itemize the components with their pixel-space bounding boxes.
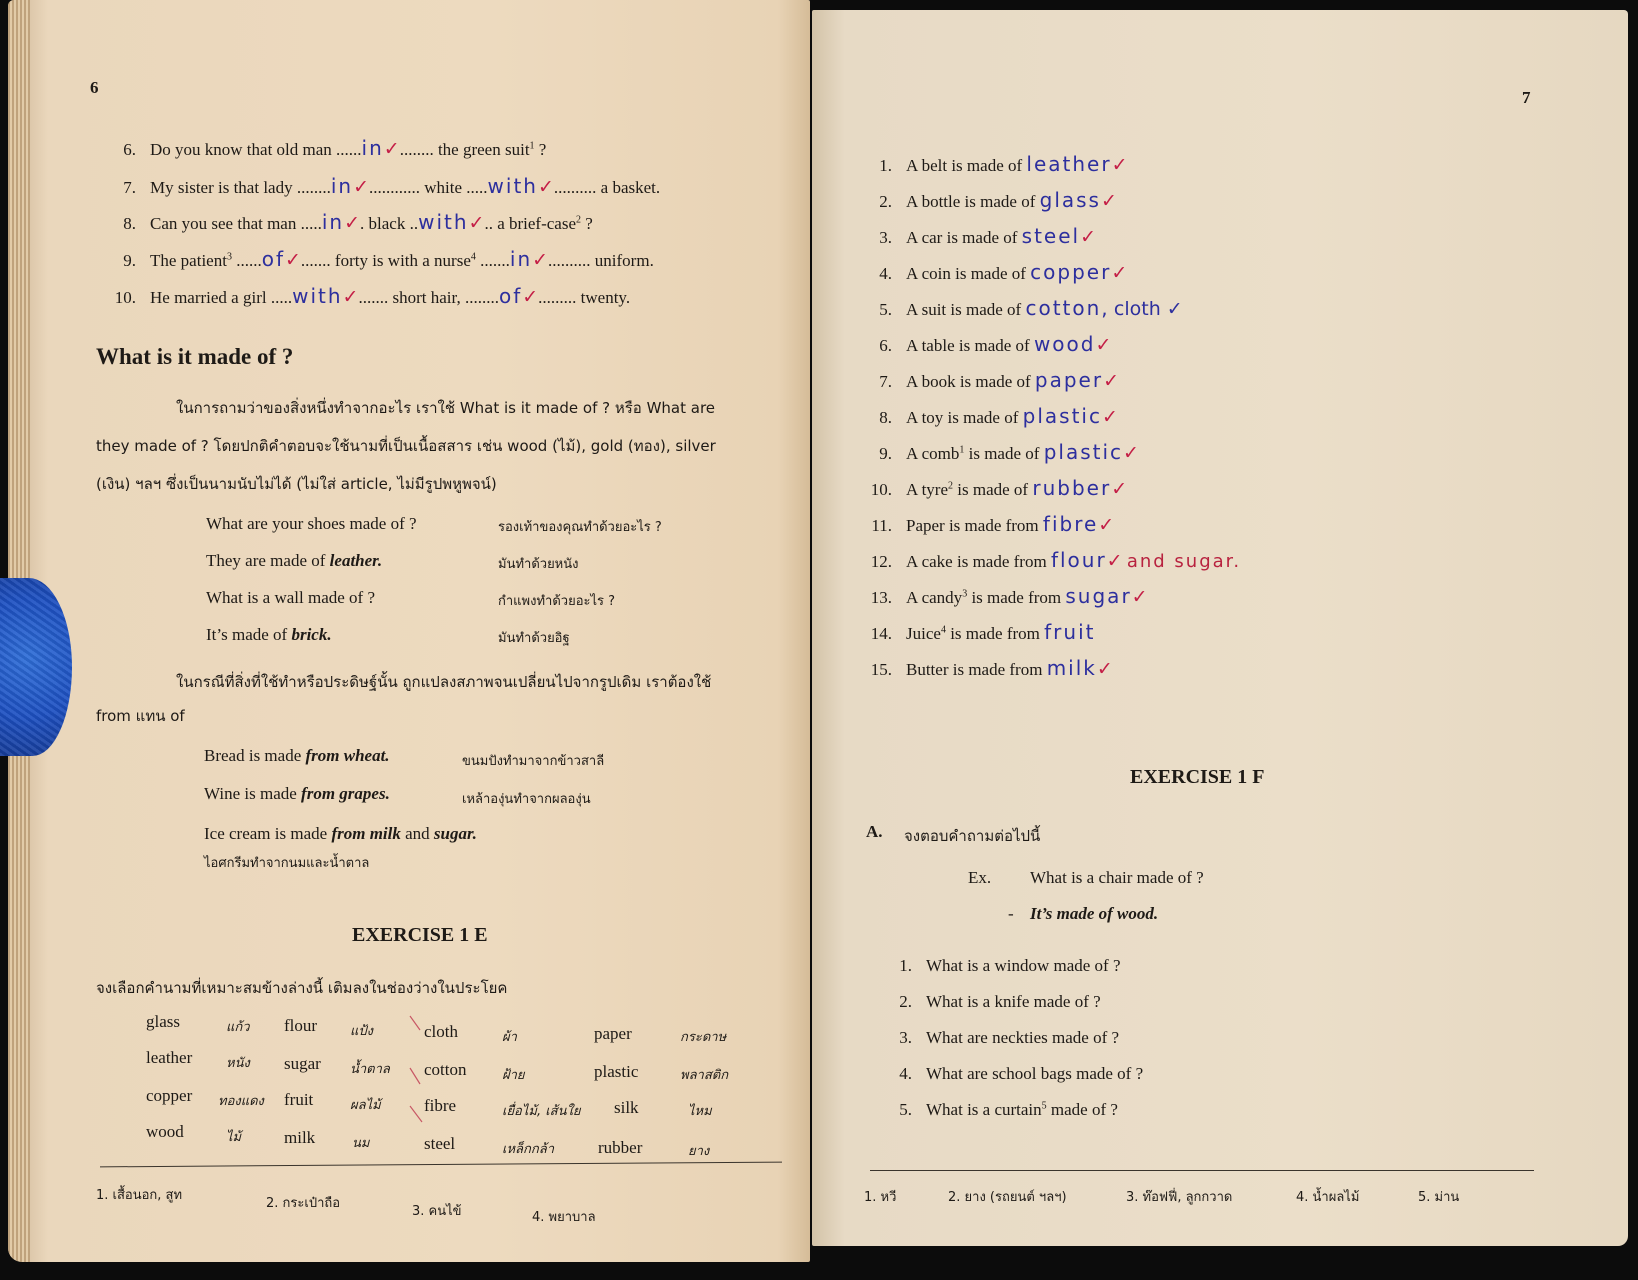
exercise-item: 15. Butter is made from milk✓ [870, 656, 1113, 680]
vocab-word: sugar [284, 1054, 321, 1073]
exercise-title: EXERCISE 1 E [352, 924, 488, 946]
part-instruction: จงตอบคำถามต่อไปนี้ [904, 827, 1041, 845]
example-th: มันทำด้วยหนัง [498, 557, 579, 572]
vocab-word: leather [146, 1048, 193, 1067]
footnote: 4. พยาบาล [532, 1210, 596, 1225]
footnote-rule [870, 1170, 1534, 1171]
example-en: What are your shoes made of ? [206, 514, 417, 533]
exercise-item: 4. A coin is made of copper✓ [879, 260, 1128, 284]
check-mark-icon: ✓ [1096, 658, 1113, 680]
example-question: What is a chair made of ? [1030, 868, 1204, 887]
exercise-item: 1. A belt is made of leather✓ [879, 152, 1128, 176]
question-item: 5. What is a curtain$^5$ made of ? [899, 1100, 1118, 1119]
exercise-item: 7. A book is made of paper✓ [879, 368, 1120, 392]
vocab-thai: น้ำตาล [350, 1062, 390, 1077]
footnote: 2. ยาง (รถยนต์ ฯลฯ) [948, 1190, 1067, 1205]
vocab-word: flour [284, 1016, 318, 1035]
vocab-thai: ไม้ [226, 1130, 242, 1145]
page-number: 6 [90, 78, 99, 97]
vocab-thai: แก้ว [226, 1020, 250, 1035]
vocab-word: steel [424, 1134, 456, 1153]
handwritten-answer: rubber [1032, 476, 1112, 500]
exercise-item: 9. A comb$^1$ is made of plastic✓ [879, 440, 1139, 464]
check-mark-icon: ✓ [1103, 370, 1120, 392]
vocab-word: fibre [424, 1096, 457, 1115]
vocab-thai: เหล็กกล้า [502, 1142, 554, 1157]
exercise-item: 9. The patient$^3$ ......of✓....... forty is with a nurse$^4$ .......in✓.......... uniform. [123, 247, 654, 271]
vocab-thai: กระดาษ [680, 1030, 727, 1045]
check-mark-icon: ✓ [1095, 334, 1112, 356]
question-item: 4. What are school bags made of ? [899, 1064, 1144, 1083]
example-en: What is a wall made of ? [206, 588, 375, 607]
handwritten-answer: sugar [1065, 584, 1132, 608]
handwritten-answer: flour [1050, 548, 1107, 572]
right-page [812, 10, 1628, 1246]
vocab-word: cotton [424, 1060, 467, 1079]
handwritten-answer: paper [1034, 368, 1104, 392]
example-th: ขนมปังทำมาจากข้าวสาลี [462, 754, 605, 769]
exercise-item: 7. My sister is that lady ........in✓............ white .....with✓.......... a basket. [123, 174, 661, 198]
vocab-thai: เยื่อไม้, เส้นใย [502, 1104, 581, 1119]
vocab-thai: ฝ้าย [502, 1068, 525, 1083]
exercise-item: 6. Do you know that old man ......in✓........ the green suit$^1$ ? [123, 136, 547, 160]
vocab-word: wood [146, 1122, 184, 1141]
pencil-strike-marks [408, 1012, 438, 1132]
vocab-word: cloth [424, 1022, 458, 1041]
exercise-item: 3. A car is made of steel✓ [879, 224, 1097, 248]
check-mark-icon: ✓ [1100, 190, 1117, 212]
vocab-word: silk [614, 1098, 639, 1117]
question-item: 1. What is a window made of ? [899, 956, 1121, 975]
handwritten-answer: of [498, 284, 523, 308]
example-label: Ex. [968, 868, 992, 887]
footnote: 2. กระเป๋าถือ [266, 1196, 341, 1211]
exercise-item: 8. Can you see that man .....in✓. black ..with✓.. a brief-case$^2$ ? [123, 210, 593, 234]
vocab-word: plastic [594, 1062, 639, 1081]
example-th: เหล้าองุ่นทำจากผลองุ่น [462, 792, 591, 807]
vocab-word: glass [146, 1012, 180, 1031]
footnote: 3. ท๊อฟฟี่, ลูกกวาด [1126, 1190, 1233, 1205]
exercise-item: 8. A toy is made of plastic✓ [879, 404, 1118, 428]
handwritten-answer: with [418, 210, 469, 234]
vocab-thai: ผลไม้ [350, 1098, 381, 1113]
handwritten-answer: leather [1026, 152, 1112, 176]
vocab-thai: นม [352, 1136, 370, 1151]
handwritten-answer: plastic [1043, 440, 1124, 464]
handwritten-answer: in [321, 210, 345, 234]
example-th: มันทำด้วยอิฐ [498, 631, 570, 646]
example-th: กำแพงทำด้วยอะไร ? [498, 594, 616, 609]
from-text: ในกรณีที่สิ่งที่ใช้ทำหรือประดิษฐ์นั้น ถูกแปลงสภาพจนเปลี่ยนไปจากรูปเดิม เราต้องใช้ [176, 673, 712, 691]
example-en: It’s made of brick. [206, 625, 332, 644]
vocab-thai: พลาสติก [680, 1068, 729, 1083]
check-mark-icon: ✓ [1101, 406, 1118, 428]
exercise-item: 13. A candy$^3$ is made from sugar✓ [870, 584, 1148, 608]
vocab-word: copper [146, 1086, 193, 1105]
check-mark-icon: ✓ [284, 249, 301, 271]
handwritten-answer: steel [1021, 224, 1081, 248]
vocab-thai: แป้ง [350, 1024, 373, 1039]
check-mark-icon: ✓ [537, 176, 554, 198]
vocab-thai: ผ้า [502, 1030, 517, 1045]
check-mark-icon: ✓ [1111, 262, 1128, 284]
exercise-item: 5. A suit is made of cotton, cloth ✓ [879, 296, 1183, 320]
intro-text: they made of ? โดยปกติคำตอบจะใช้นามที่เป็นเนื้อสสาร เช่น wood (ไม้), gold (ทอง), silver [96, 437, 716, 455]
example-th: ไอศกรีมทำจากนมและน้ำตาล [204, 856, 370, 871]
handwritten-answer: fruit [1044, 620, 1096, 644]
vocab-thai: หนัง [226, 1056, 250, 1071]
check-mark-icon: ✓ [383, 138, 400, 160]
check-mark-icon: ✓ [1106, 550, 1123, 572]
vocab-word: milk [284, 1128, 316, 1147]
check-mark-icon: ✓ [353, 176, 370, 198]
vocab-thai: ทองแดง [218, 1094, 264, 1109]
check-mark-icon: ✓ [1111, 478, 1128, 500]
footnote: 5. ม่าน [1418, 1190, 1460, 1205]
intro-text: (เงิน) ฯลฯ ซึ่งเป็นนามนับไม่ได้ (ไม่ใส่ article, ไม่มีรูปพหูพจน์) [96, 475, 497, 493]
check-mark-icon: ✓ [468, 212, 485, 234]
exercise-item: 12. A cake is made from flour✓ and sugar. [870, 548, 1242, 572]
handwritten-answer: in [330, 174, 354, 198]
vocab-word: paper [594, 1024, 632, 1043]
vocab-thai: ยาง [688, 1144, 710, 1159]
exercise-item: 2. A bottle is made of glass✓ [879, 188, 1117, 212]
handwritten-answer: with [487, 174, 538, 198]
handwritten-answer: in [509, 247, 533, 271]
handwritten-answer: milk [1046, 656, 1097, 680]
handwritten-answer: wood [1033, 332, 1096, 356]
page-number: 7 [1522, 88, 1531, 107]
check-mark-icon: ✓ [532, 249, 549, 271]
section-title: What is it made of ? [96, 344, 294, 369]
check-mark-icon: ✓ [1098, 514, 1115, 536]
exercise-item: 14. Juice$^4$ is made from fruit [870, 620, 1096, 644]
question-item: 2. What is a knife made of ? [899, 992, 1101, 1011]
example-en: Bread is made from wheat. [204, 746, 390, 765]
example-en: Wine is made from grapes. [204, 784, 390, 803]
handwritten-answer: with [292, 284, 343, 308]
footnote: 1. เสื้อนอก, สูท [96, 1188, 183, 1203]
vocab-word: fruit [284, 1090, 314, 1109]
handwritten-answer: glass [1039, 188, 1101, 212]
handwritten-answer: in [361, 136, 384, 160]
footnote-rule [100, 1162, 782, 1168]
left-page [8, 0, 810, 1262]
handwritten-answer: copper [1030, 260, 1112, 284]
handwritten-answer: cotton, [1025, 296, 1110, 320]
example-answer: It’s made of wood. [1030, 904, 1159, 923]
example-th: รองเท้าของคุณทำด้วยอะไร ? [498, 520, 662, 535]
example-en: Ice cream is made from milk and sugar. [204, 824, 477, 843]
question-item: 3. What are neckties made of ? [899, 1028, 1120, 1047]
from-text: from แทน of [96, 707, 185, 725]
exercise-item: 6. A table is made of wood✓ [879, 332, 1112, 356]
exercise-instruction: จงเลือกคำนามที่เหมาะสมข้างล่างนี้ เติมลงในช่องว่างในประโยค [96, 979, 508, 997]
exercise-title: EXERCISE 1 F [1130, 766, 1265, 788]
handwritten-answer: of [261, 247, 285, 271]
check-mark-icon: ✓ [1111, 154, 1128, 176]
check-mark-icon: ✓ [522, 286, 539, 308]
example-dash: - [1008, 904, 1014, 923]
check-mark-icon: ✓ [1123, 442, 1139, 464]
vocab-thai: ไหม [688, 1104, 712, 1119]
footnote: 4. น้ำผลไม้ [1296, 1190, 1360, 1205]
check-mark-icon: ✓ [1131, 586, 1148, 608]
intro-text: ในการถามว่าของสิ่งหนึ่งทำจากอะไร เราใช้ What is it made of ? หรือ What are [176, 399, 716, 417]
check-mark-icon: ✓ [342, 286, 359, 308]
part-label: A. [866, 822, 883, 841]
example-en: They are made of leather. [206, 551, 383, 570]
check-mark-icon: ✓ [1080, 226, 1097, 248]
exercise-item: 10. He married a girl .....with✓....... short hair, ........of✓......... twenty. [114, 284, 631, 308]
vocab-word: rubber [598, 1138, 643, 1157]
exercise-item: 10. A tyre$^2$ is made of rubber✓ [870, 476, 1128, 500]
handwritten-answer: fibre [1042, 512, 1099, 536]
exercise-item: 11. Paper is made from fibre✓ [871, 512, 1115, 536]
footnote: 3. คนไข้ [412, 1204, 462, 1219]
handwritten-answer: plastic [1022, 404, 1102, 428]
footnote: 1. หวี [864, 1190, 897, 1205]
check-mark-icon: ✓ [344, 212, 361, 234]
